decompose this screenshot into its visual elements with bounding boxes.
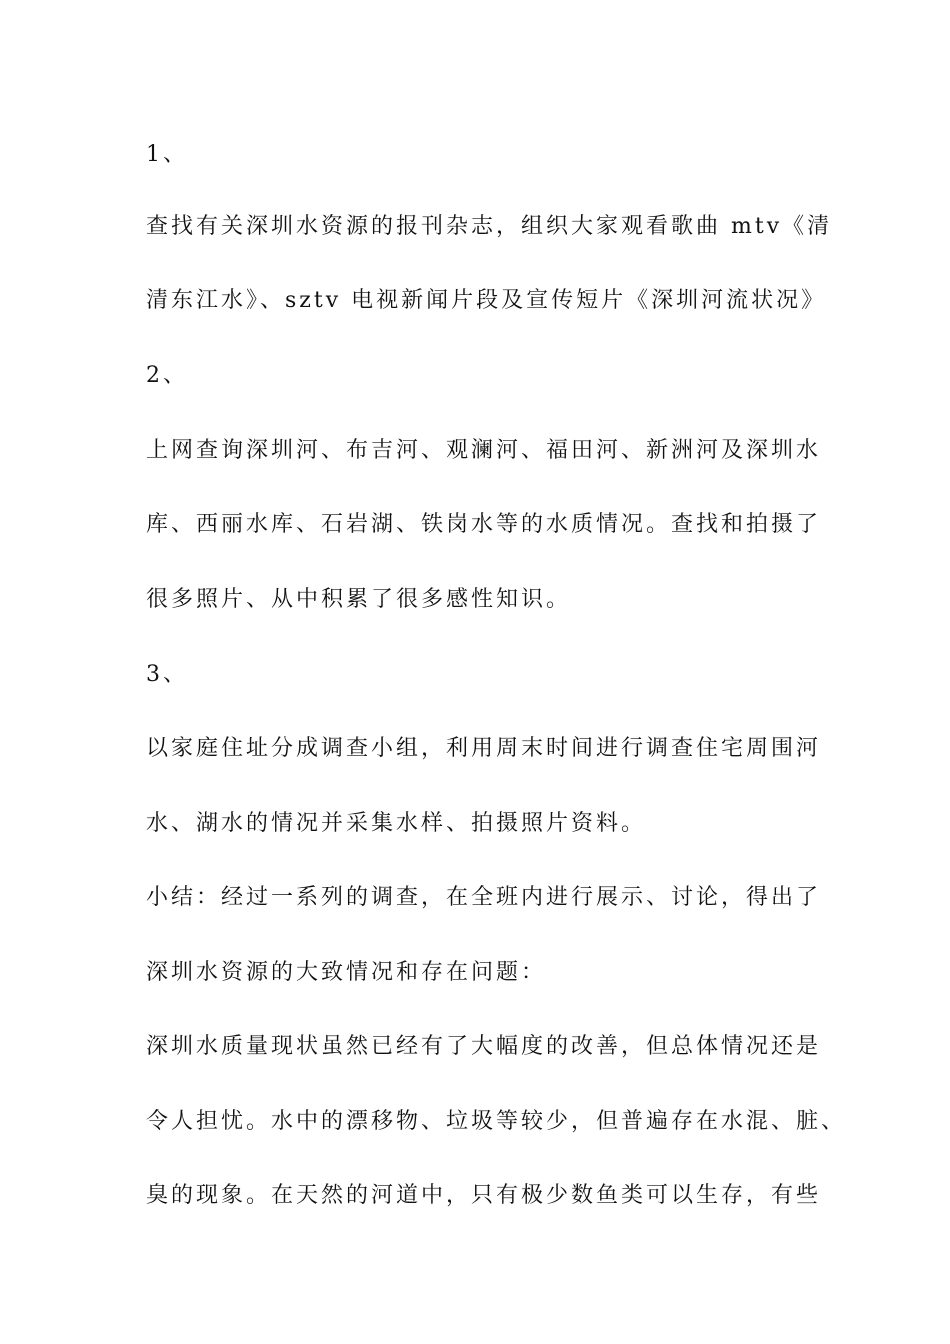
text-line: 1、 [146, 142, 188, 167]
text-line: 很多照片、从中积累了很多感性知识。 [146, 587, 572, 612]
text-line: 臭的现象。在天然的河道中，只有极少数鱼类可以生存，有些 [146, 1183, 822, 1208]
text-line: 水、湖水的情况并采集水样、拍摄照片资料。 [146, 811, 647, 836]
text-line: 深圳水质量现状虽然已经有了大幅度的改善，但总体情况还是 [146, 1034, 822, 1059]
text-line: 小结：经过一系列的调查，在全班内进行展示、讨论，得出了 [146, 885, 822, 910]
text-line: 3、 [146, 662, 188, 687]
text-line: 2、 [146, 363, 188, 388]
text-line: 令人担忧。水中的漂移物、垃圾等较少，但普遍存在水混、脏、 [146, 1109, 847, 1134]
text-line: 库、西丽水库、石岩湖、铁岗水等的水质情况。查找和拍摄了 [146, 512, 822, 537]
text-line: 深圳水资源的大致情况和存在问题： [146, 960, 547, 985]
text-line: 清东江水》、sztv 电视新闻片段及宣传短片《深圳河流状况》 [146, 288, 827, 313]
text-line: 上网查询深圳河、布吉河、观澜河、福田河、新洲河及深圳水 [146, 438, 822, 463]
text-line: 以家庭住址分成调查小组，利用周末时间进行调查住宅周围河 [146, 736, 822, 761]
text-line: 查找有关深圳水资源的报刊杂志，组织大家观看歌曲 mtv《清 [146, 214, 833, 239]
